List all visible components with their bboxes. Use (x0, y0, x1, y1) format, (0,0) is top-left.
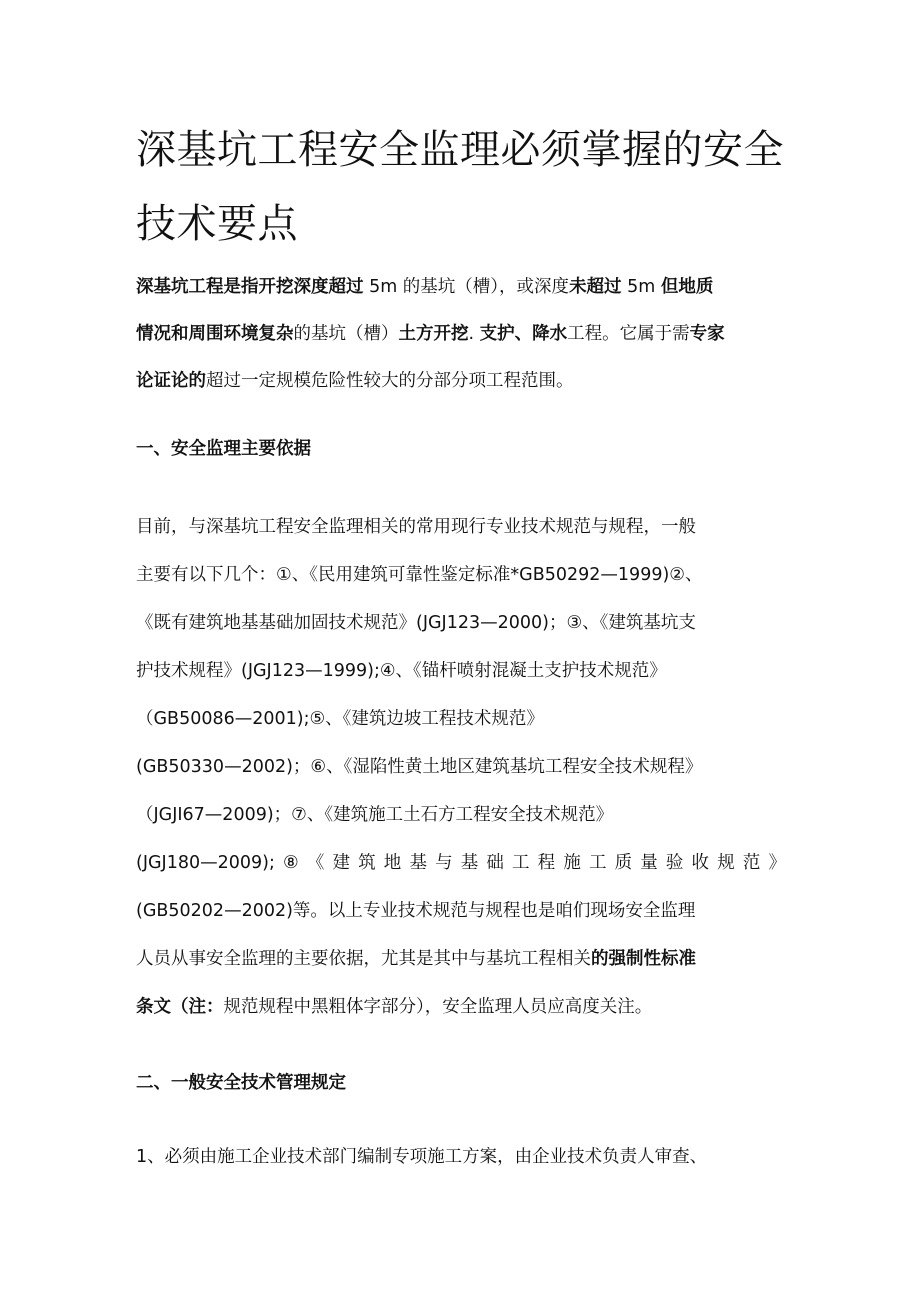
bold-text: 专家 (689, 324, 725, 344)
basis-line-10 (136, 935, 786, 983)
basis-line-4: 护技术规程》(JGJ123—1999);④、《锚杆喷射混凝土支护技术规范》 (136, 661, 667, 681)
plain-text: 工程。它属于需 (567, 324, 690, 344)
bold-text: 未超过 (569, 277, 622, 297)
basis-paragraph (136, 503, 786, 1031)
basis-line-3: 《既有建筑地基基础加固技术规范》(JGJ123—2000)；③、《建筑基坑支 (136, 613, 696, 633)
bold-text: 土方开挖 (398, 324, 469, 344)
bold-text: 深基坑工程是指开挖深度超过 (136, 277, 364, 297)
plain-text: 的基坑（槽） (293, 324, 399, 344)
basis-line-2: 主要有以下几个：①、《民用建筑可靠性鉴定标准*GB50292—1999)②、 (136, 565, 703, 585)
basis-line-1: 目前，与深基坑工程安全监理相关的常用现行专业技术规范与规程，一般 (136, 517, 696, 537)
plain-text: 规范规程中黑粗体字部分），安全监理人员应高度关注。 (223, 997, 653, 1017)
intro-paragraph (136, 264, 786, 405)
section-heading-2: 二、一般安全技术管理规定 (136, 1073, 346, 1093)
rule-line-1: 1、必须由施工企业技术部门编制专项施工方案，由企业技术负责人审查、 (136, 1147, 708, 1167)
basis-line-9: (GB50202—2002)等。以上专业技术规范与规程也是咱们现场安全监理 (136, 901, 696, 921)
basis-line-6: (GB50330—2002)；⑥、《湿陷性黄土地区建筑基坑工程安全技术规程》 (136, 757, 703, 777)
bold-text: 情况和周围环境复杂 (136, 324, 294, 344)
plain-text: 5m (621, 277, 661, 297)
plain-text: 超过一定规模危险性较大的分部分项工程范围。 (206, 371, 574, 391)
intro-line-3 (136, 358, 786, 405)
section-heading-1: 一、安全监理主要依据 (136, 439, 311, 459)
plain-text: 5m 的基坑（槽），或深度 (363, 277, 570, 297)
bold-text: 支护、降水 (479, 324, 568, 344)
basis-line-7: （JGJI67—2009)；⑦、《建筑施工土石方工程安全技术规范》 (136, 805, 614, 825)
plain-text: 人员从事安全监理的主要依据，尤其是其中与基坑工程相关 (136, 949, 591, 969)
bold-text: 条文（注： (136, 997, 224, 1017)
basis-line-11 (136, 983, 786, 1031)
basis-line-8: (JGJ180—2009);⑧《建筑地基与基础工程施工质量验收规范》 (136, 853, 786, 873)
basis-line-5: （GB50086—2001);⑤、《建筑边坡工程技术规范》 (136, 709, 544, 729)
rule-paragraph-1 (136, 1133, 786, 1181)
plain-text: . (468, 324, 480, 344)
intro-line-1 (136, 264, 786, 311)
bold-text: 但地质 (660, 277, 714, 297)
bold-text: 论证论的 (136, 371, 206, 391)
bold-text: 的强制性标准 (591, 949, 696, 969)
document-title: 深基坑工程安全监理必须掌握的安全技术要点 (136, 127, 784, 247)
intro-line-2 (136, 311, 786, 358)
